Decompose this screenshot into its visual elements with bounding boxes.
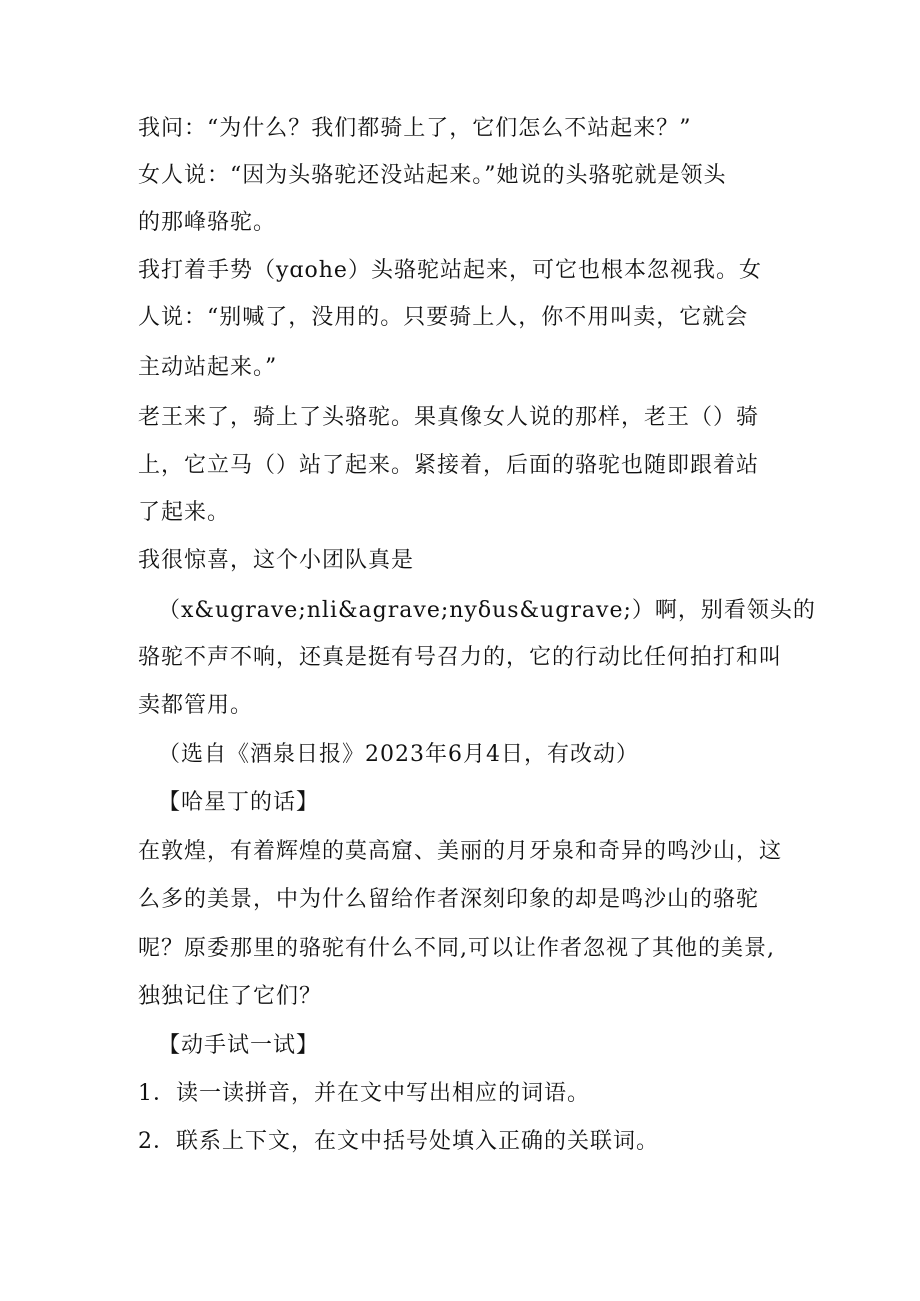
source-citation: （选自《酒泉日报》2023年6月4日，有改动） [158,742,639,767]
section-heading: 【动手试一试】 [158,1033,320,1058]
text-line: 卖都管用。 [138,693,254,718]
text-line: 的那峰骆驼。 [138,210,277,235]
text-line: 老王来了，骑上了头骆驼。果真像女人说的那样，老王（）骑 [138,405,760,430]
text-line: 我问：“为什么？我们都骑上了，它们怎么不站起来？” [138,116,692,141]
text-line: 上，它立马（）站了起来。紧接着，后面的骆驼也随即跟着站 [138,453,760,478]
text-line: 么多的美景，中为什么留给作者深刻印象的却是鸣沙山的骆驼 [138,887,760,912]
text-line: 骆驼不声不响，还真是挺有号召力的，它的行动比任何拍打和叫 [138,645,783,670]
section-heading: 【哈星丁的话】 [158,790,320,815]
text-line: 我很惊喜，这个小团队真是 [138,548,415,573]
text-line: （x&ugrave;nli&agrave;nyδus&ugrave;）啊，别看领头的 [158,598,816,623]
text-line: 了起来。 [138,500,231,525]
text-line: 呢？原委那里的骆驼有什么不同,可以让作者忽视了其他的美景, [138,936,775,961]
text-line: 主动站起来。” [138,355,278,380]
text-line: 我打着手势（yɑohe）头骆驼站起来，可它也根本忽视我。女 [138,258,762,283]
question-item: 2．联系上下文，在文中括号处填入正确的关联词。 [138,1129,659,1154]
text-line: 人说：“别喊了，没用的。只要骑上人，你不用叫卖，它就会 [138,305,749,330]
text-line: 独独记住了它们？ [138,984,323,1009]
question-item: 1．读一读拼音，并在文中写出相应的词语。 [138,1081,590,1106]
text-line: 在敦煌，有着辉煌的莫高窟、美丽的月牙泉和奇异的鸣沙山，这 [138,839,783,864]
text-line: 女人说：“因为头骆驼还没站起来。”她说的头骆驼就是领头 [138,163,727,188]
